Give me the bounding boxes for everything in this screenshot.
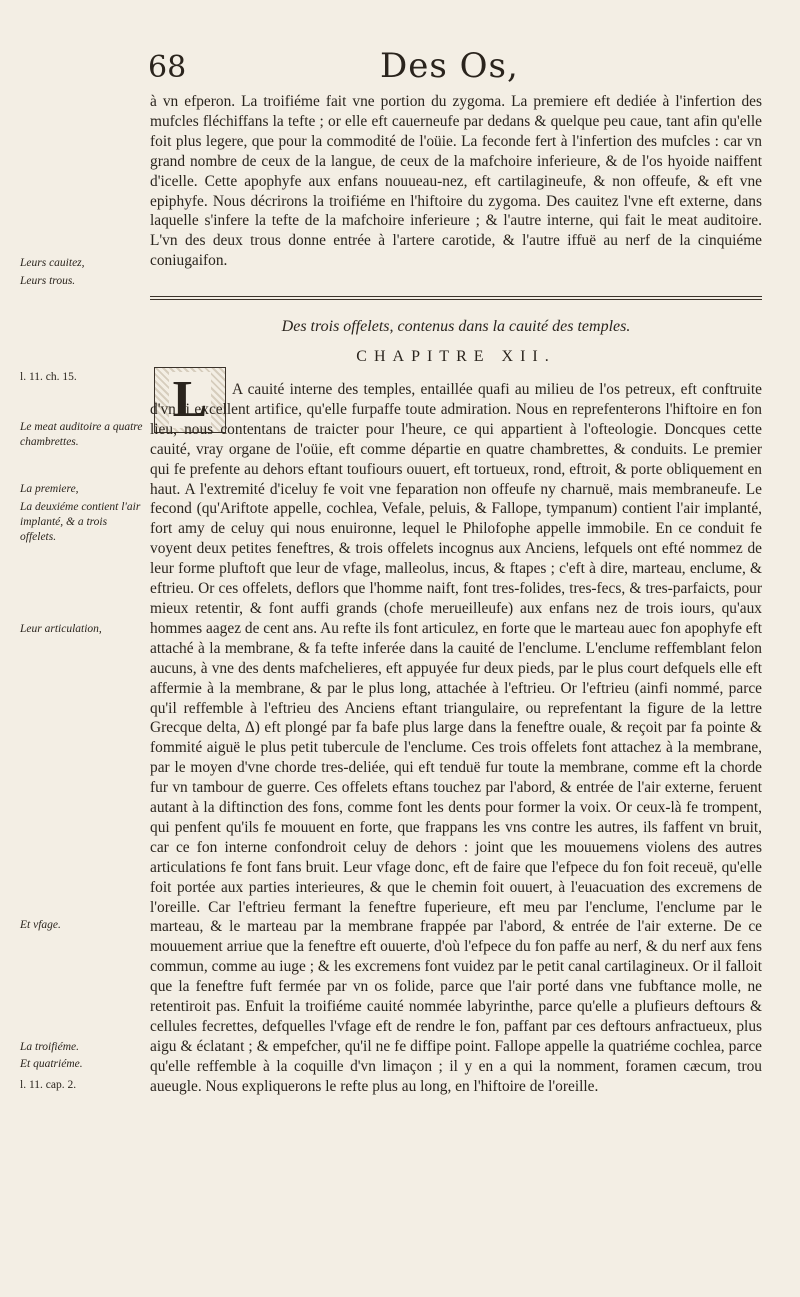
chapter-paragraph: A cauité interne des temples, entaillée quafi au milieu de l'os petreux, eft conftruite d'vn fi excellent artifice, qu'elle furpaffe toute admiration. Nous en reprefenterons l'hiftoire en fon lieu, nous contentans de traicter pour l'heure, ce qui appartient à l'ofteologie. Doncques cette cauité, vray organe de l'oüie, eft comme départie en quatre chambrettes, & conduits. Le premier qui fe prefente au dehors eftant toufiours ouuert, eft tortueux, rond, eftroit, & porte obliquement en haut. A l'extremité d'iceluy fe voit vne feparation non offeufe ny charnuë, mais membraneufe. Le fecond (qu'Ariftote appelle, cochlea, Vefale, peluis, & Fallope, tympanum) contient l'air implanté, fort amy de celuy qui nous enuironne, lequel le Philofophe appelle immobile. En ce conduit fe voyent deux petites feneftres, & trois offelets incognus aux Anciens, lefquels ont efté nommez de leur forme pluftoft que leur de vfage, malleolus, incus, & ftapes ; c'eft à dire, marteau, enclume, & eftrieu. Or ces offelets, deflors que l'homme naift, font tres-folides, tres-fecs, & tres-parfaicts, pour mieux retentir, & font auffi grands (chofe merueilleufe) aux enfans nez de trois iours, qu'aux hommes aagez de cent ans. Au refte ils font articulez, en forte que le marteau auec fon apophyfe eft attaché à la membrane, & fa tefte inferée dans la cauité de l'enclume. L'enclume reffemblant felon aucuns, à vne des dents mafchelieres, eft appuyée fur deux pieds, par le plus court defquels elle eft affermie à la membrane, & par le plus long, attachée à l'eftrieu. Or l'eftrieu (ainfi nommé, parce qu'il reffemble à l'eftrieu des Anciens eftant triangulaire, ou reprefentant la figure de la lettre Grecque delta, Δ) eft plongé par fa bafe plus large dans la feneftre ouale, & reçoit par fa pointe & fommité aiguë le plus petit tubercule de l'enclume. Ces trois offelets font attachez à la membrane, par le moyen d'vne chorde tres-deliée, qui eft tenduë fur toute la membrane, comme eft la chorde fur vn tambour de guerre. Ces offelets eftans touchez par l'abord, & entrée de l'air externe, feruent autant à la diftinction des fons, comme font les dents pour former la voix. Or ceux-là fe trompent, qui penfent qu'ils fe mouuent en forte, que frappans les vns contre les autres, ils faffent vn bruit, car ce fon interne confondroit celuy de dehors : joint que les mouuemens violens des autres articulations fe font fans bruit. Leur vfage donc, eft de faire que l'efpece du fon foit receuë, qu'elle foit portée aux parties interieures, & que le chemin foit ouuert, à l'euacuation des excremens de l'oreille. Car l'eftrieu fermant la feneftre fuperieure, eft meu par l'enclume, l'enclume par le marteau, & le marteau par la membrane frappée par l'abord, & entrée de l'air externe. De ce mouuement arriue que la feneftre eft ouuerte, d'où l'efpece du fon paffe au nerf, & du nerf aux fens commun, comme au iuge ; & les excremens font vuidez par le petit canal cartilagineux. Or il falloit que la feneftre fuft fermée par vn os folide, parce que l'air porté dans vne fubftance molle, ne retentiroit pas. Enfuit la troifiéme cauité nommée labyrinthe, parce qu'elle a plufieurs deftours & cellules fecrettes, defquelles l'vfage eft de rendre le fon, paffant par ces deftours anfractueux, plus aigu & éclatant ; & empefcher, qu'il ne fe diffipe point. Fallope appelle la quatriéme cochlea, parce qu'elle reffemble à la coquille d'vn limaçon ; il y en a qui la nomment, foramen cæcum, trou aueugle. Nous expliquerons le refte plus au long, en l'hiftoire de l'oreille. <box>150 381 762 1095</box>
margin-note-vsage: Et vfage. <box>20 919 61 931</box>
margin-note-cauitez: Leurs cauitez, <box>20 257 85 269</box>
running-title: Des Os, <box>380 46 519 86</box>
margin-note-articulation: Leur articulation, <box>20 623 102 635</box>
page-number: 68 <box>148 50 187 85</box>
section-rule <box>150 296 762 297</box>
margin-note-troisieme: La troifiéme. <box>20 1041 79 1053</box>
chapter-title: CHAPITRE XII. <box>356 348 556 365</box>
margin-note-quatrieme: Et quatriéme. <box>20 1058 83 1070</box>
continuation-paragraph: à vn efperon. La troifiéme fait vne portion du zygoma. La premiere eft dediée à l'infertion des mufcles fléchiffans la tefte ; or elle eft cauerneufe par dedans & quelque peu caue, tant afin qu'elle foit plus legere, que pour la commodité de l'oüie. La feconde fert à l'infertion des mufcles : car vn grand nombre de ceux de la langue, de ceux de la mafchoire inferieure, & de l'os hyoide naiffent d'icelle. Cette apophyfe aux enfans nouueau-nez, eft cartilagineufe, & non offeufe, & eft vne epiphyfe. Nous décrirons la troifiéme en l'hiftoire du zygoma. Des cauitez l'vne eft externe, dans laquelle s'infere la tefte de la mafchoire inferieure ; & l'autre interne, qui fait le meat auditoire. L'vn des deux trous donne entrée à l'artere carotide, & l'autre iffuë au nerf de la cinquiéme coniugaifon. <box>150 93 762 270</box>
margin-note-reference-1: l. 11. ch. 15. <box>20 371 77 383</box>
margin-note-premiere: La premiere, <box>20 483 79 495</box>
page-header <box>148 46 748 94</box>
section-rule-thin <box>150 299 762 300</box>
section-title: Des trois offelets, contenus dans la cauité des temples. <box>281 318 631 335</box>
margin-note-trous: Leurs trous. <box>20 275 76 287</box>
drop-cap-letter: L <box>169 372 212 428</box>
margin-note-meat: Le meat auditoire a quatre chambrettes. <box>20 421 143 448</box>
margin-note-reference-2: l. 11. cap. 2. <box>20 1079 77 1091</box>
margin-note-deuxieme: La deuxiéme contient l'air implanté, & a trois offelets. <box>20 501 141 543</box>
